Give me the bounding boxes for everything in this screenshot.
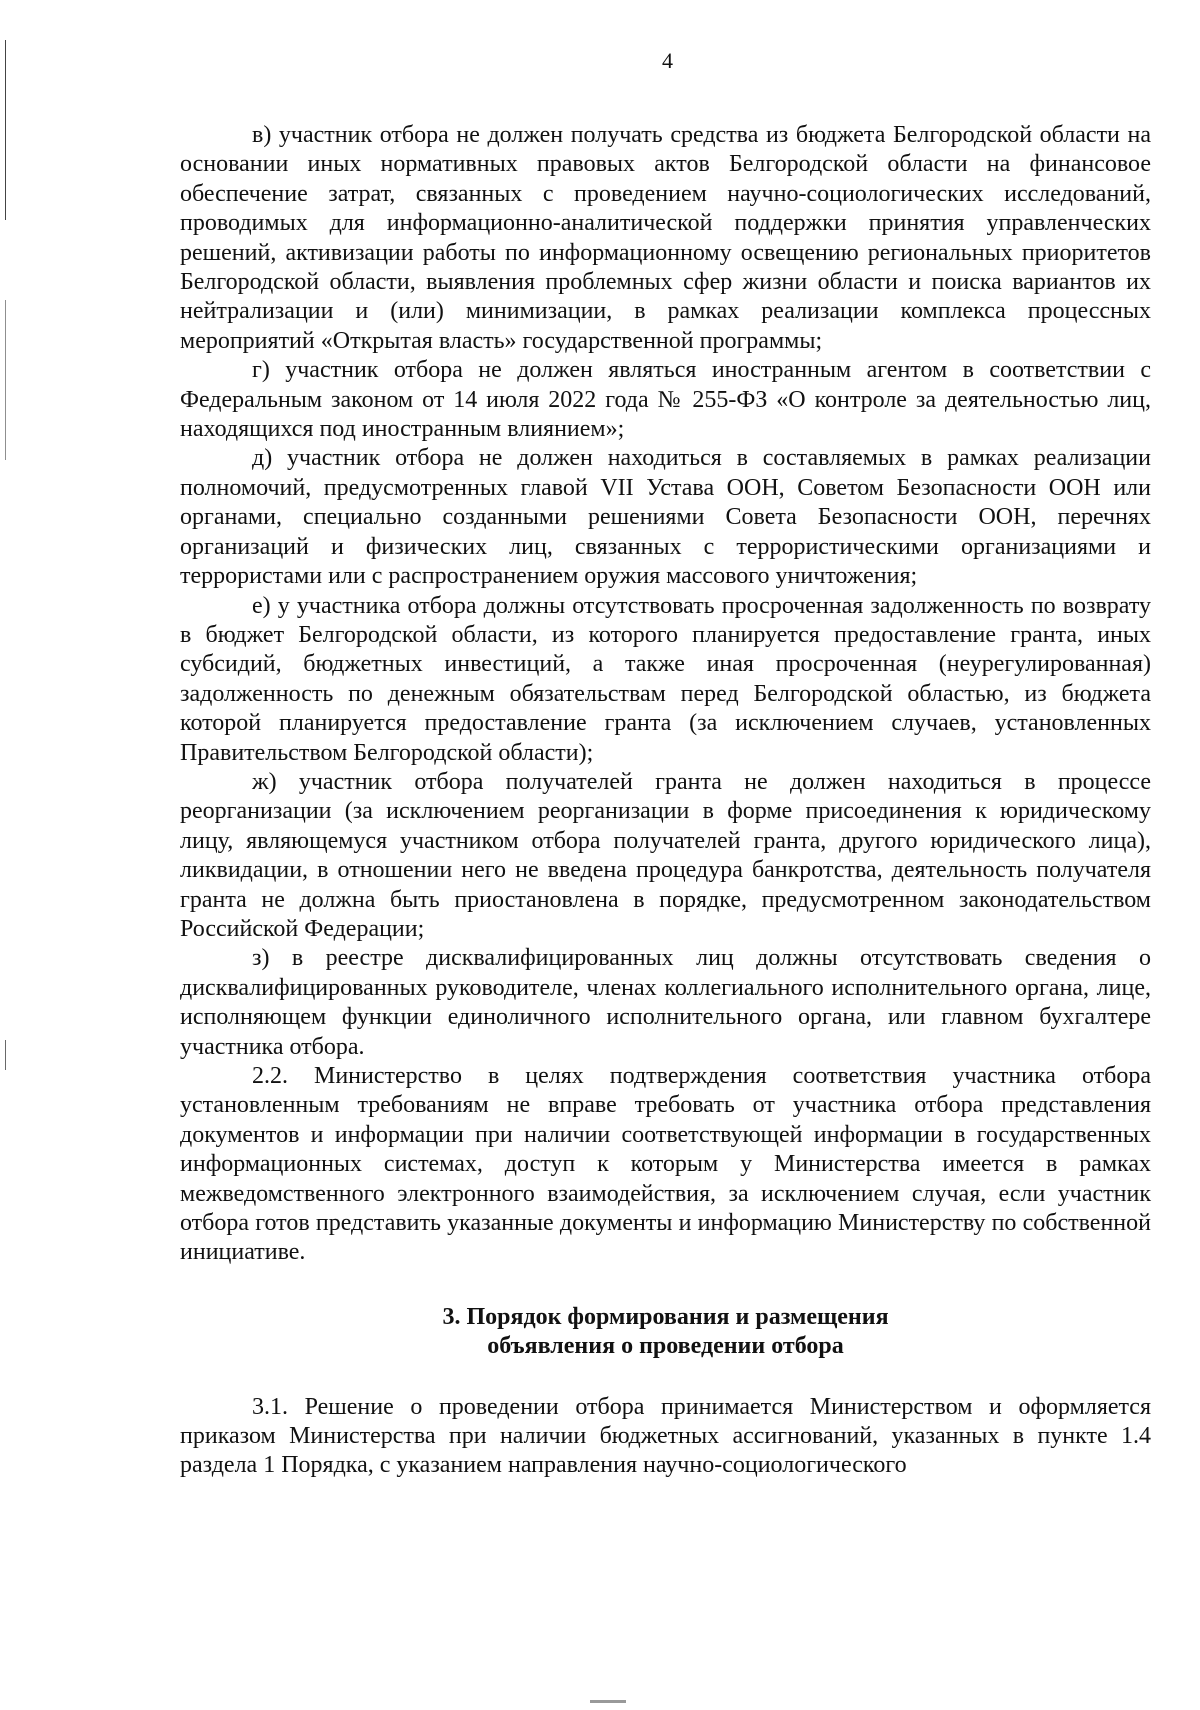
paragraph-3-1: 3.1. Решение о проведении отбора принимается Министерством и оформляется приказом Министерства при наличии бюджетных ассигнований, указанных в пункте 1.4 раздела 1 Порядка, с указанием направления научно-социологического <box>180 1393 1151 1479</box>
scan-bottom-mark <box>590 1700 626 1703</box>
paragraph-g: г) участник отбора не должен являться иностранным агентом в соответствии с Федеральным законом от 14 июля 2022 года № 255-ФЗ «О контроле за деятельностью лиц, находящихся под иностранным влиянием»; <box>180 357 1151 443</box>
section-heading-line1: 3. Порядок формирования и размещения <box>442 1303 889 1330</box>
section-heading <box>180 1303 1151 1362</box>
document-body <box>180 121 1151 1481</box>
paragraph-zh: ж) участник отбора получателей гранта не должен находиться в процессе реорганизации (за исключением реорганизации в форме присоединения к юридическому лицу, являющемуся участником отбора получателей гранта, другого юридического лица), ликвидации, в отношении него не введена процедура банкротства, деятельность получателя гранта не должна быть приостановлена в порядке, предусмотренном законодательством Российской Федерации; <box>180 768 1151 942</box>
paragraph-d: д) участник отбора не должен находиться в составляемых в рамках реализации полномочий, предусмотренных главой VII Устава ООН, Советом Безопасности ООН или органами, специально созданными решениями Совета Безопасности ООН, перечнях организаций и физических лиц, связанных с террористическими организациями и террористами или с распространением оружия массового уничтожения; <box>180 445 1151 590</box>
section-heading-line2: объявления о проведении отбора <box>487 1333 844 1360</box>
paragraph-e: е) у участника отбора должны отсутствовать просроченная задолженность по возврату в бюджет Белгородской области, из которого планируется предоставление гранта, иных субсидий, бюджетных инвестиций, а также иная просроченная (неурегулированная) задолженность по денежным обязательствам перед Белгородской областью, из бюджета которой планируется предоставление гранта (за исключением случаев, установленных Правительством Белгородской области); <box>180 592 1151 766</box>
paragraph-2-2: 2.2. Министерство в целях подтверждения соответствия участника отбора установленным требованиям не вправе требовать от участника отбора представления документов и информации при наличии соответствующей информации в государственных информационных системах, доступ к которым у Министерства имеется в рамках межведомственного электронного взаимодействия, за исключением случая, если участник отбора готов представить указанные документы и информацию Министерству по собственной инициативе. <box>180 1063 1151 1266</box>
paragraph-v: в) участник отбора не должен получать средства из бюджета Белгородской области на основании иных нормативных правовых актов Белгородской области на финансовое обеспечение затрат, связанных с проведением научно-социологических исследований, проводимых для информационно-аналитической поддержки принятия управленческих решений, активизации работы по информационному освещению региональных приоритетов Белгородской области, выявления проблемных сфер жизни области и поиска вариантов их нейтрализации и (или) минимизации, в рамках реализации комплекса процессных мероприятий «Открытая власть» государственной программы; <box>180 122 1151 354</box>
scan-edge-mark <box>5 1040 6 1070</box>
page-number: 4 <box>662 48 673 73</box>
scan-edge-mark <box>5 300 6 460</box>
paragraph-z: з) в реестре дисквалифицированных лиц должны отсутствовать сведения о дисквалифицированных руководителе, членах коллегиального исполнительного органа, лице, исполняющем функции единоличного исполнительного органа, или главном бухгалтере участника отбора. <box>180 945 1151 1060</box>
